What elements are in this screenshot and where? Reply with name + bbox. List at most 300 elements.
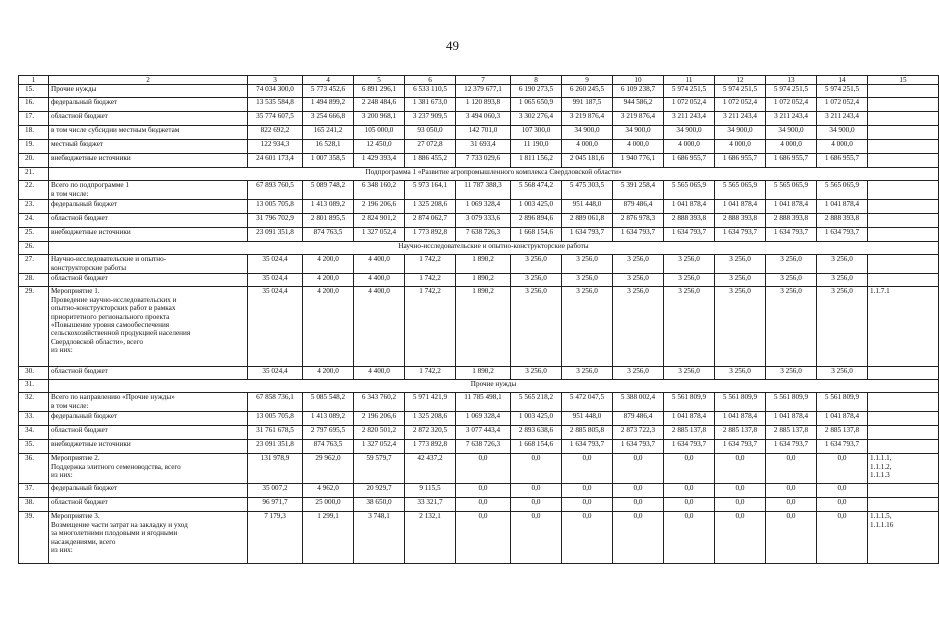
value-cell: 3 219 876,4 <box>613 112 664 126</box>
row-number-cell: 17. <box>19 112 49 126</box>
value-cell: 3 256,0 <box>766 367 817 380</box>
value-cell: 2 896 894,6 <box>511 214 562 228</box>
value-cell: 1 069 328,4 <box>456 200 511 214</box>
value-cell: 1 327 052,4 <box>354 440 405 454</box>
value-cell: 105 000,0 <box>354 126 405 140</box>
value-cell: 1 041 878,4 <box>715 412 766 426</box>
value-cell: 2 889 061,8 <box>562 214 613 228</box>
value-cell: 35 024,4 <box>248 287 303 367</box>
value-cell: 2 876 978,3 <box>613 214 664 228</box>
target-code-cell <box>868 498 939 512</box>
value-cell: 0,0 <box>456 454 511 484</box>
value-cell: 1 065 650,9 <box>511 98 562 112</box>
value-cell: 0,0 <box>456 512 511 564</box>
value-cell: 4 400,0 <box>354 274 405 287</box>
target-code-cell <box>868 98 939 112</box>
value-cell: 4 200,0 <box>303 255 354 274</box>
value-cell: 3 256,0 <box>817 287 868 367</box>
value-cell: 3 211 243,4 <box>715 112 766 126</box>
section-row <box>19 380 939 393</box>
value-cell: 2 888 393,8 <box>715 214 766 228</box>
row-number-cell: 28. <box>19 274 49 287</box>
row-label-cell: внебюджетные источники <box>49 154 248 168</box>
value-cell: 5 472 047,5 <box>562 393 613 412</box>
value-cell: 1 041 878,4 <box>817 412 868 426</box>
value-cell: 131 978,9 <box>248 454 303 484</box>
value-cell: 4 000,0 <box>817 140 868 154</box>
value-cell: 3 254 666,8 <box>303 112 354 126</box>
table-row <box>19 98 939 112</box>
value-cell: 2 196 206,6 <box>354 200 405 214</box>
value-cell: 7 179,3 <box>248 512 303 564</box>
column-number-cell: 7 <box>456 76 511 85</box>
value-cell: 2 132,1 <box>405 512 456 564</box>
row-number-cell: 32. <box>19 393 49 412</box>
value-cell: 2 873 722,3 <box>613 426 664 440</box>
column-number-cell: 12 <box>715 76 766 85</box>
row-label-cell: федеральный бюджет <box>49 98 248 112</box>
value-cell: 165 241,2 <box>303 126 354 140</box>
value-cell: 1 890,2 <box>456 287 511 367</box>
value-cell: 0,0 <box>613 498 664 512</box>
value-cell: 1 327 052,4 <box>354 228 405 242</box>
value-cell: 1 634 793,7 <box>664 228 715 242</box>
row-number-cell: 36. <box>19 454 49 484</box>
row-label-cell: федеральный бюджет <box>49 200 248 214</box>
value-cell: 0,0 <box>766 484 817 498</box>
value-cell: 0,0 <box>715 498 766 512</box>
value-cell: 16 528,1 <box>303 140 354 154</box>
table-row <box>19 274 939 287</box>
row-number-cell: 19. <box>19 140 49 154</box>
value-cell: 1 325 208,6 <box>405 200 456 214</box>
row-number-cell: 23. <box>19 200 49 214</box>
value-cell: 3 256,0 <box>613 287 664 367</box>
value-cell: 1 072 052,4 <box>664 98 715 112</box>
value-cell: 6 343 760,2 <box>354 393 405 412</box>
value-cell: 2 045 181,6 <box>562 154 613 168</box>
value-cell: 93 050,0 <box>405 126 456 140</box>
value-cell: 13 005 705,8 <box>248 200 303 214</box>
value-cell: 1 890,2 <box>456 367 511 380</box>
value-cell: 4 400,0 <box>354 255 405 274</box>
value-cell: 3 256,0 <box>613 255 664 274</box>
column-number-cell: 4 <box>303 76 354 85</box>
row-number-cell: 20. <box>19 154 49 168</box>
value-cell: 1 003 425,0 <box>511 200 562 214</box>
value-cell: 1 634 793,7 <box>817 228 868 242</box>
value-cell: 23 091 351,8 <box>248 440 303 454</box>
row-label-cell: местный бюджет <box>49 140 248 154</box>
budget-table <box>18 75 939 564</box>
value-cell: 3 211 243,4 <box>817 112 868 126</box>
table-row <box>19 181 939 200</box>
value-cell: 3 256,0 <box>766 287 817 367</box>
value-cell: 0,0 <box>766 454 817 484</box>
value-cell: 2 820 501,2 <box>354 426 405 440</box>
value-cell: 0,0 <box>664 498 715 512</box>
value-cell: 2 797 695,5 <box>303 426 354 440</box>
value-cell: 3 256,0 <box>562 287 613 367</box>
section-row <box>19 168 939 181</box>
value-cell: 1 069 328,4 <box>456 412 511 426</box>
value-cell: 3 256,0 <box>817 274 868 287</box>
value-cell: 0,0 <box>562 484 613 498</box>
value-cell: 6 190 273,5 <box>511 85 562 98</box>
value-cell: 1 634 793,7 <box>664 440 715 454</box>
target-code-cell <box>868 255 939 274</box>
column-number-cell: 10 <box>613 76 664 85</box>
row-number-cell: 21. <box>19 168 49 181</box>
value-cell: 1 890,2 <box>456 274 511 287</box>
value-cell: 0,0 <box>817 454 868 484</box>
section-row <box>19 242 939 255</box>
value-cell: 2 888 393,8 <box>664 214 715 228</box>
table-row <box>19 367 939 380</box>
value-cell: 1 686 955,7 <box>766 154 817 168</box>
value-cell: 2 248 484,6 <box>354 98 405 112</box>
value-cell: 1 413 089,2 <box>303 412 354 426</box>
row-number-cell: 18. <box>19 126 49 140</box>
table-row <box>19 412 939 426</box>
value-cell: 1 742,2 <box>405 255 456 274</box>
column-number-cell: 9 <box>562 76 613 85</box>
row-number-cell: 34. <box>19 426 49 440</box>
value-cell: 1 325 208,6 <box>405 412 456 426</box>
value-cell: 34 900,0 <box>613 126 664 140</box>
value-cell: 13 005 705,8 <box>248 412 303 426</box>
value-cell: 4 400,0 <box>354 287 405 367</box>
value-cell: 1 742,2 <box>405 287 456 367</box>
value-cell: 0,0 <box>456 498 511 512</box>
row-label-cell: федеральный бюджет <box>49 412 248 426</box>
value-cell: 1 668 154,6 <box>511 440 562 454</box>
target-code-cell <box>868 200 939 214</box>
value-cell: 3 256,0 <box>715 274 766 287</box>
row-label-cell: Мероприятие 2. Поддержка элитного семеноводства, всего из них: <box>49 454 248 484</box>
value-cell: 59 579,7 <box>354 454 405 484</box>
table-row <box>19 228 939 242</box>
value-cell: 1 773 892,8 <box>405 440 456 454</box>
row-number-cell: 33. <box>19 412 49 426</box>
value-cell: 1 940 776,1 <box>613 154 664 168</box>
value-cell: 1 811 156,2 <box>511 154 562 168</box>
value-cell: 2 872 320,5 <box>405 426 456 440</box>
value-cell: 5 391 258,4 <box>613 181 664 200</box>
value-cell: 0,0 <box>664 454 715 484</box>
row-label-cell: Всего по направлению «Прочие нужды» в том числе: <box>49 393 248 412</box>
value-cell: 1 773 892,8 <box>405 228 456 242</box>
row-number-cell: 15. <box>19 85 49 98</box>
value-cell: 1 041 878,4 <box>766 412 817 426</box>
value-cell: 3 079 333,6 <box>456 214 511 228</box>
value-cell: 5 974 251,5 <box>715 85 766 98</box>
value-cell: 35 007,2 <box>248 484 303 498</box>
value-cell: 34 900,0 <box>664 126 715 140</box>
target-code-cell: 1.1.7.1 <box>868 287 939 367</box>
table-row <box>19 255 939 274</box>
value-cell: 1 072 052,4 <box>766 98 817 112</box>
value-cell: 0,0 <box>562 498 613 512</box>
row-label-cell: Прочие нужды <box>49 85 248 98</box>
table-row <box>19 512 939 564</box>
value-cell: 74 034 300,0 <box>248 85 303 98</box>
target-code-cell <box>868 440 939 454</box>
column-number-cell: 8 <box>511 76 562 85</box>
section-title-cell: Подпрограмма 1 «Развитие агропромышленного комплекса Свердловской области» <box>49 168 939 181</box>
row-label-cell: областной бюджет <box>49 112 248 126</box>
target-code-cell <box>868 393 939 412</box>
value-cell: 67 893 760,5 <box>248 181 303 200</box>
value-cell: 25 000,0 <box>303 498 354 512</box>
column-number-cell: 14 <box>817 76 868 85</box>
value-cell: 0,0 <box>817 484 868 498</box>
value-cell: 33 321,7 <box>405 498 456 512</box>
value-cell: 2 885 805,8 <box>562 426 613 440</box>
value-cell: 6 260 245,5 <box>562 85 613 98</box>
value-cell: 142 701,0 <box>456 126 511 140</box>
row-number-cell: 39. <box>19 512 49 564</box>
value-cell: 3 256,0 <box>715 255 766 274</box>
value-cell: 1 381 673,0 <box>405 98 456 112</box>
value-cell: 5 475 303,5 <box>562 181 613 200</box>
target-code-cell <box>868 274 939 287</box>
row-label-cell: Научно-исследовательские и опытно- конструкторские работы <box>49 255 248 274</box>
value-cell: 1 041 878,4 <box>664 412 715 426</box>
value-cell: 0,0 <box>664 512 715 564</box>
value-cell: 35 024,4 <box>248 367 303 380</box>
value-cell: 1 072 052,4 <box>817 98 868 112</box>
value-cell: 2 885 137,8 <box>664 426 715 440</box>
value-cell: 1 634 793,7 <box>766 228 817 242</box>
value-cell: 5 974 251,5 <box>664 85 715 98</box>
value-cell: 34 900,0 <box>562 126 613 140</box>
value-cell: 3 211 243,4 <box>664 112 715 126</box>
row-label-cell: областной бюджет <box>49 274 248 287</box>
value-cell: 4 200,0 <box>303 287 354 367</box>
value-cell: 1 120 893,8 <box>456 98 511 112</box>
value-cell: 1 634 793,7 <box>613 440 664 454</box>
value-cell: 3 302 276,4 <box>511 112 562 126</box>
row-label-cell: областной бюджет <box>49 214 248 228</box>
table-row <box>19 440 939 454</box>
value-cell: 20 929,7 <box>354 484 405 498</box>
value-cell: 1 668 154,6 <box>511 228 562 242</box>
value-cell: 0,0 <box>562 512 613 564</box>
value-cell: 3 200 968,1 <box>354 112 405 126</box>
value-cell: 29 962,0 <box>303 454 354 484</box>
value-cell: 6 109 238,7 <box>613 85 664 98</box>
value-cell: 3 494 060,3 <box>456 112 511 126</box>
value-cell: 3 077 443,4 <box>456 426 511 440</box>
row-number-cell: 24. <box>19 214 49 228</box>
value-cell: 34 900,0 <box>766 126 817 140</box>
value-cell: 2 888 393,8 <box>817 214 868 228</box>
row-label-cell: в том числе субсидии местным бюджетам <box>49 126 248 140</box>
value-cell: 3 256,0 <box>613 367 664 380</box>
value-cell: 2 885 137,8 <box>715 426 766 440</box>
value-cell: 3 748,1 <box>354 512 405 564</box>
value-cell: 0,0 <box>511 484 562 498</box>
value-cell: 951 448,0 <box>562 412 613 426</box>
value-cell: 67 858 736,1 <box>248 393 303 412</box>
value-cell: 5 565 065,9 <box>817 181 868 200</box>
value-cell: 1 634 793,7 <box>613 228 664 242</box>
value-cell: 3 256,0 <box>562 255 613 274</box>
value-cell: 1 041 878,4 <box>664 200 715 214</box>
value-cell: 5 568 474,2 <box>511 181 562 200</box>
value-cell: 35 024,4 <box>248 255 303 274</box>
target-code-cell <box>868 85 939 98</box>
target-code-cell <box>868 154 939 168</box>
value-cell: 0,0 <box>766 512 817 564</box>
page-number: 49 <box>446 38 459 53</box>
value-cell: 27 072,8 <box>405 140 456 154</box>
value-cell: 1 041 878,4 <box>817 200 868 214</box>
value-cell: 3 256,0 <box>664 287 715 367</box>
value-cell: 34 900,0 <box>817 126 868 140</box>
value-cell: 0,0 <box>715 484 766 498</box>
value-cell: 0,0 <box>511 454 562 484</box>
row-number-cell: 38. <box>19 498 49 512</box>
value-cell: 0,0 <box>715 454 766 484</box>
value-cell: 3 211 243,4 <box>766 112 817 126</box>
value-cell: 3 256,0 <box>766 274 817 287</box>
value-cell: 0,0 <box>664 484 715 498</box>
row-label-cell: областной бюджет <box>49 367 248 380</box>
column-number-cell: 2 <box>49 76 248 85</box>
row-number-cell: 35. <box>19 440 49 454</box>
value-cell: 1 686 955,7 <box>664 154 715 168</box>
table-body <box>19 76 939 564</box>
column-number-cell: 3 <box>248 76 303 85</box>
column-number-cell: 5 <box>354 76 405 85</box>
column-number-cell: 13 <box>766 76 817 85</box>
value-cell: 879 486,4 <box>613 200 664 214</box>
value-cell: 1 634 793,7 <box>817 440 868 454</box>
value-cell: 1 742,2 <box>405 274 456 287</box>
table-row <box>19 498 939 512</box>
value-cell: 0,0 <box>456 484 511 498</box>
value-cell: 879 486,4 <box>613 412 664 426</box>
value-cell: 1 072 052,4 <box>715 98 766 112</box>
column-number-cell: 1 <box>19 76 49 85</box>
value-cell: 34 900,0 <box>715 126 766 140</box>
value-cell: 35 774 607,5 <box>248 112 303 126</box>
row-number-cell: 29. <box>19 287 49 367</box>
value-cell: 1 886 455,2 <box>405 154 456 168</box>
value-cell: 4 000,0 <box>715 140 766 154</box>
value-cell: 3 256,0 <box>562 274 613 287</box>
value-cell: 1 429 393,4 <box>354 154 405 168</box>
value-cell: 3 256,0 <box>715 367 766 380</box>
table-row <box>19 154 939 168</box>
row-number-cell: 37. <box>19 484 49 498</box>
value-cell: 3 256,0 <box>511 274 562 287</box>
value-cell: 4 000,0 <box>766 140 817 154</box>
value-cell: 5 561 809,9 <box>664 393 715 412</box>
value-cell: 5 565 065,9 <box>766 181 817 200</box>
value-cell: 0,0 <box>817 498 868 512</box>
column-number-cell: 15 <box>868 76 939 85</box>
value-cell: 38 650,0 <box>354 498 405 512</box>
value-cell: 31 761 678,5 <box>248 426 303 440</box>
value-cell: 5 561 809,9 <box>715 393 766 412</box>
value-cell: 5 974 251,5 <box>766 85 817 98</box>
value-cell: 6 533 110,5 <box>405 85 456 98</box>
value-cell: 4 962,0 <box>303 484 354 498</box>
value-cell: 1 634 793,7 <box>562 440 613 454</box>
value-cell: 5 971 421,9 <box>405 393 456 412</box>
value-cell: 11 785 498,1 <box>456 393 511 412</box>
value-cell: 1 041 878,4 <box>766 200 817 214</box>
value-cell: 822 692,2 <box>248 126 303 140</box>
target-code-cell <box>868 214 939 228</box>
value-cell: 1 634 793,7 <box>715 228 766 242</box>
value-cell: 3 256,0 <box>817 255 868 274</box>
value-cell: 42 437,2 <box>405 454 456 484</box>
value-cell: 2 874 062,7 <box>405 214 456 228</box>
value-cell: 4 200,0 <box>303 367 354 380</box>
target-code-cell <box>868 484 939 498</box>
row-label-cell: областной бюджет <box>49 498 248 512</box>
target-code-cell <box>868 367 939 380</box>
value-cell: 944 586,2 <box>613 98 664 112</box>
value-cell: 11 787 388,3 <box>456 181 511 200</box>
value-cell: 4 000,0 <box>613 140 664 154</box>
column-number-row <box>19 76 939 85</box>
value-cell: 35 024,4 <box>248 274 303 287</box>
value-cell: 0,0 <box>613 484 664 498</box>
value-cell: 12 450,0 <box>354 140 405 154</box>
value-cell: 3 237 909,5 <box>405 112 456 126</box>
value-cell: 874 763,5 <box>303 228 354 242</box>
value-cell: 4 000,0 <box>562 140 613 154</box>
column-number-cell: 6 <box>405 76 456 85</box>
value-cell: 5 565 218,2 <box>511 393 562 412</box>
value-cell: 5 089 748,2 <box>303 181 354 200</box>
row-label-cell: Мероприятие 3. Возмещение части затрат на закладку и уход за многолетними плодовыми и ягодными насаждениями, всего из них: <box>49 512 248 564</box>
target-code-cell <box>868 412 939 426</box>
value-cell: 4 000,0 <box>664 140 715 154</box>
row-label-cell: внебюджетные источники <box>49 228 248 242</box>
row-number-cell: 26. <box>19 242 49 255</box>
value-cell: 2 885 137,8 <box>766 426 817 440</box>
value-cell: 3 256,0 <box>511 287 562 367</box>
table-row <box>19 426 939 440</box>
row-label-cell: внебюджетные источники <box>49 440 248 454</box>
value-cell: 23 091 351,8 <box>248 228 303 242</box>
value-cell: 0,0 <box>817 512 868 564</box>
value-cell: 3 256,0 <box>766 255 817 274</box>
row-label-cell: Мероприятие 1. Проведение научно-исследовательских и опытно-конструкторских работ в рамках приоритетного регионального проекта «Повышение уровня самообеспечения сельскохозяйственной продукцией населения Свердловской области», всего из них: <box>49 287 248 367</box>
column-number-cell: 11 <box>664 76 715 85</box>
value-cell: 9 115,5 <box>405 484 456 498</box>
value-cell: 1 299,1 <box>303 512 354 564</box>
target-code-cell <box>868 112 939 126</box>
table-row <box>19 484 939 498</box>
value-cell: 2 196 206,6 <box>354 412 405 426</box>
table-row <box>19 85 939 98</box>
value-cell: 3 256,0 <box>715 287 766 367</box>
value-cell: 1 634 793,7 <box>766 440 817 454</box>
target-code-cell <box>868 426 939 440</box>
value-cell: 11 190,0 <box>511 140 562 154</box>
table-row <box>19 214 939 228</box>
value-cell: 3 256,0 <box>817 367 868 380</box>
value-cell: 5 388 002,4 <box>613 393 664 412</box>
value-cell: 5 561 809,9 <box>817 393 868 412</box>
